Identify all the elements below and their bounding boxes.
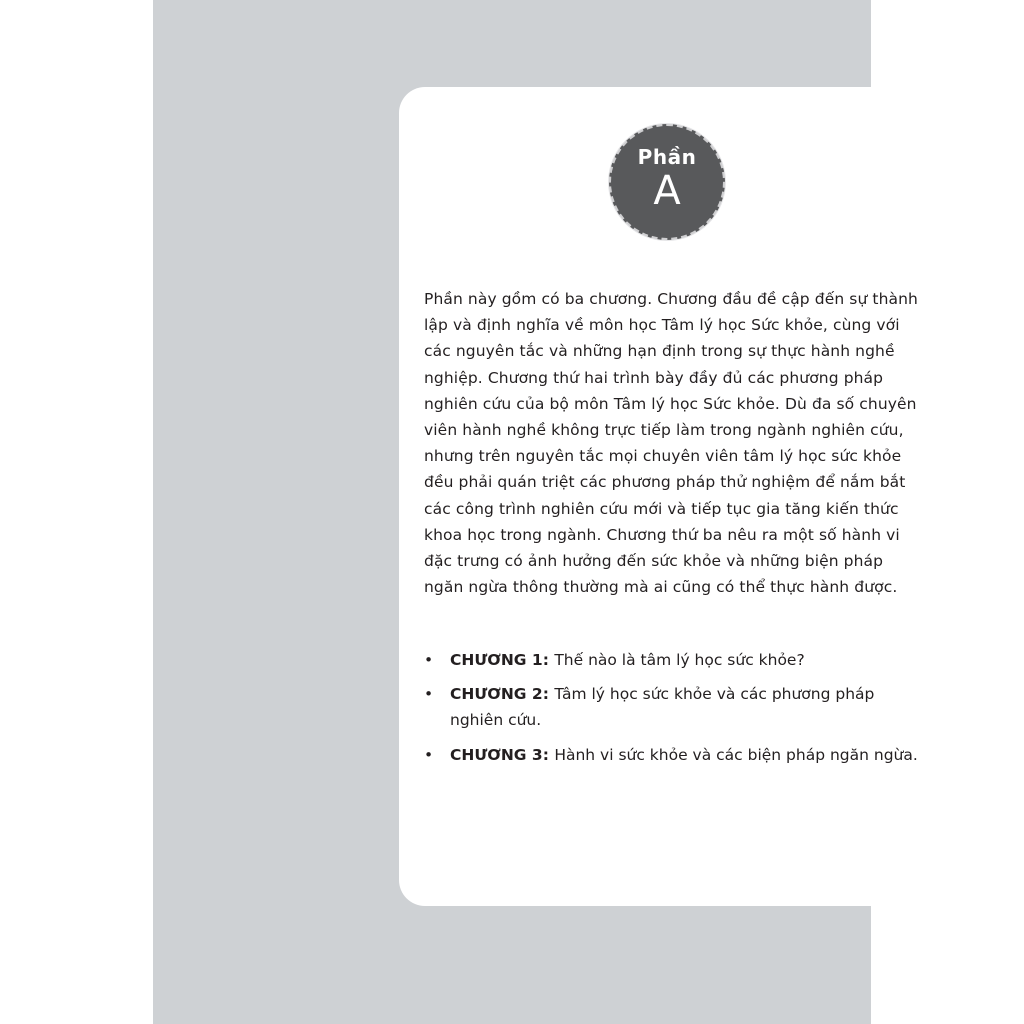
part-badge-word: Phần — [637, 145, 697, 169]
chapter-title: Thế nào là tâm lý học sức khỏe? — [554, 651, 805, 669]
chapter-item-2 — [424, 681, 919, 733]
chapter-title: Tâm lý học sức khỏe và các phương pháp nghiên cứu. — [450, 685, 875, 730]
chapter-item-1 — [424, 647, 919, 673]
chapter-list — [424, 647, 919, 776]
bullet-icon: • — [424, 685, 434, 704]
content-card — [399, 87, 936, 906]
part-badge — [609, 124, 725, 240]
chapter-label: CHƯƠNG 3: — [450, 745, 555, 764]
page-background — [153, 0, 918, 1024]
part-badge-letter: A — [653, 168, 681, 214]
chapter-item-3 — [424, 742, 919, 768]
bullet-icon: • — [424, 651, 434, 669]
chapter-label: CHƯƠNG 2: — [450, 685, 555, 704]
bullet-icon: • — [424, 745, 434, 764]
chapter-title: Hành vi sức khỏe và các biện pháp ngăn ngừa. — [554, 745, 918, 764]
chapter-label: CHƯƠNG 1: — [450, 651, 555, 669]
intro-paragraph: Phần này gồm có ba chương. Chương đầu đề cập đến sự thành lập và định nghĩa về môn học Tâm lý học Sức khỏe, cùng với các nguyên tắc và những hạn định trong sự thực hành nghề nghiệp. Chương thứ hai trình bày đầy đủ các phương pháp nghiên cứu của bộ môn Tâm lý học Sức khỏe. Dù đa số chuyên viên hành nghề không trực tiếp làm trong ngành nghiên cứu, nhưng trên nguyên tắc mọi chuyên viên tâm lý học sức khỏe đều phải quán triệt các phương pháp thử nghiệm để nắm bắt các công trình nghiên cứu mới và tiếp tục gia tăng kiến thức khoa học trong ngành. Chương thứ ba nêu ra một số hành vi đặc trưng có ảnh hưởng đến sức khỏe và những biện pháp ngăn ngừa thông thường mà ai cũng có thể thực hành được. — [424, 290, 918, 597]
